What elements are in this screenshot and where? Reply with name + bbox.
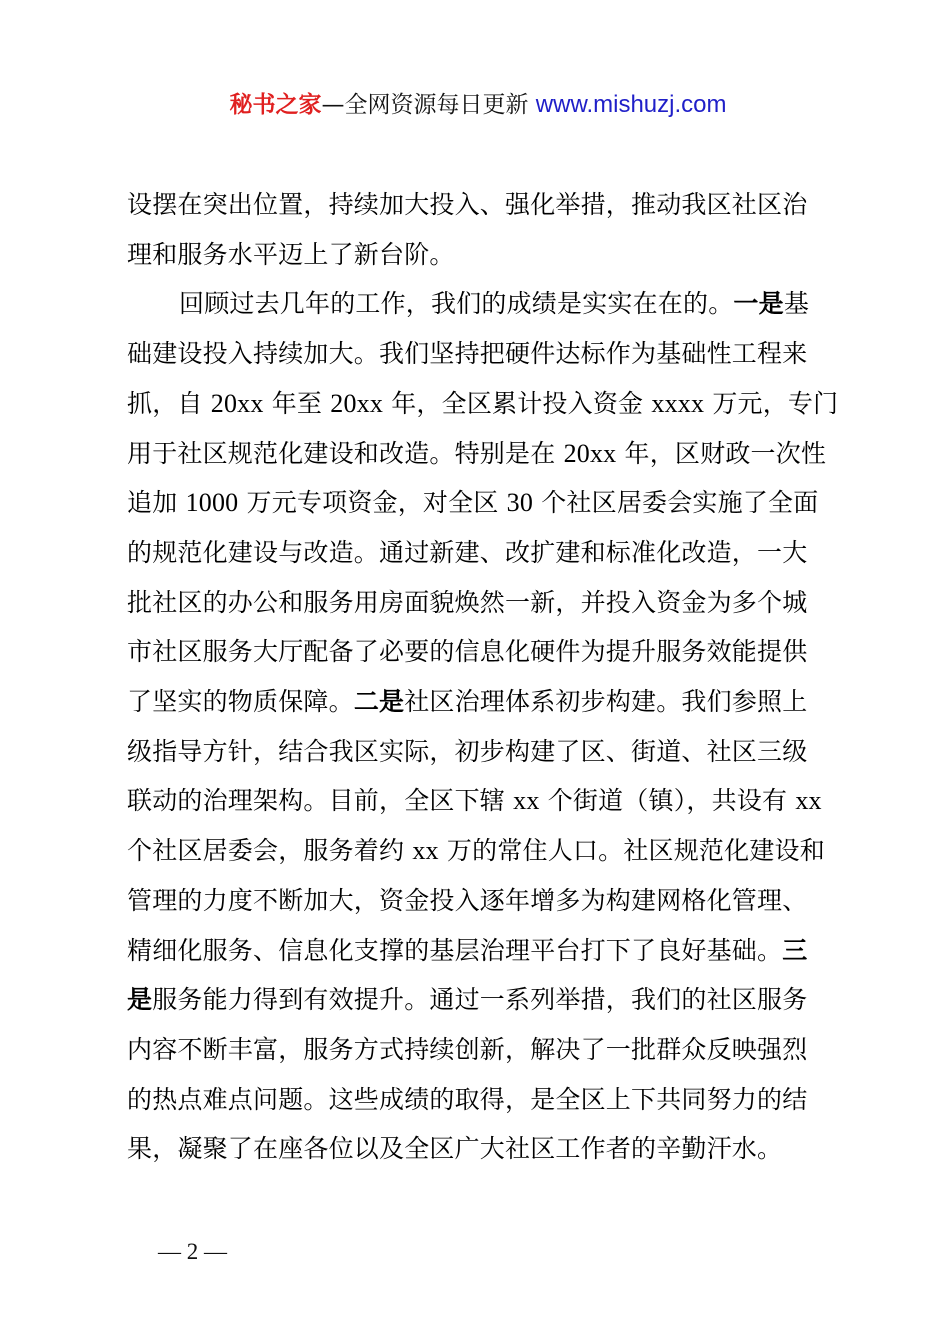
text-line: 内容不断丰富，服务方式持续创新，解决了一批群众反映强烈 — [127, 1034, 808, 1064]
text-line: 追加 1000 万元专项资金，对全区 30 个社区居委会实施了全面 — [127, 488, 819, 518]
document-body — [127, 180, 839, 1174]
text-line: 管理的力度不断加大，资金投入逐年增多为构建网格化管理、 — [127, 885, 808, 915]
text-line: 个社区居委会，服务着约 xx 万的常住人口。社区规范化建设和 — [127, 836, 825, 866]
text-line: 市社区服务大厅配备了必要的信息化硬件为提升服务效能提供 — [127, 637, 808, 667]
text-line: 抓，自 20xx 年至 20xx 年，全区累计投入资金 xxxx 万元，专门 — [127, 388, 839, 418]
text-line: 的规范化建设与改造。通过新建、改扩建和标准化改造，一大 — [127, 537, 808, 567]
header-tagline: —全网资源每日更新 — [321, 92, 536, 118]
text-line: 了坚实的物质保障。二是社区治理体系初步构建。我们参照上 — [127, 687, 808, 717]
text-line: 回顾过去几年的工作，我们的成绩是实实在在的。一是基 — [179, 289, 810, 319]
text-line: 是服务能力得到有效提升。通过一系列举措，我们的社区服务 — [127, 985, 808, 1015]
emphasis-first: 一是 — [733, 289, 784, 319]
text-line: 精细化服务、信息化支撑的基层治理平台打下了良好基础。三 — [127, 935, 808, 965]
text-line: 批社区的办公和服务用房面貌焕然一新，并投入资金为多个城 — [127, 587, 808, 617]
text-line: 用于社区规范化建设和改造。特别是在 20xx 年，区财政一次性 — [127, 438, 827, 468]
page-header — [0, 87, 950, 123]
emphasis-third-cont: 是 — [127, 985, 153, 1015]
emphasis-third: 三 — [782, 935, 808, 965]
text-line: 设摆在突出位置，持续加大投入、强化举措，推动我区社区治 — [127, 190, 808, 219]
text-line: 理和服务水平迈上了新台阶。 — [127, 239, 455, 269]
text-line: 的热点难点问题。这些成绩的取得，是全区上下共同努力的结 — [127, 1084, 808, 1114]
page-number: — 2 — — [158, 1239, 227, 1264]
text-line: 级指导方针，结合我区实际，初步构建了区、街道、社区三级 — [127, 736, 808, 766]
brand-name: 秘书之家 — [229, 92, 322, 118]
text-line: 础建设投入持续加大。我们坚持把硬件达标作为基础性工程来 — [127, 339, 808, 369]
emphasis-second: 二是 — [353, 687, 405, 717]
text-line: 果，凝聚了在座各位以及全区广大社区工作者的辛勤汗水。 — [127, 1134, 783, 1164]
paragraph-1 — [127, 180, 839, 279]
header-url[interactable]: www.mishuzj.com — [535, 91, 727, 118]
paragraph-2 — [127, 279, 839, 1174]
text-line: 联动的治理架构。目前，全区下辖 xx 个街道（镇），共设有 xx — [127, 786, 822, 816]
